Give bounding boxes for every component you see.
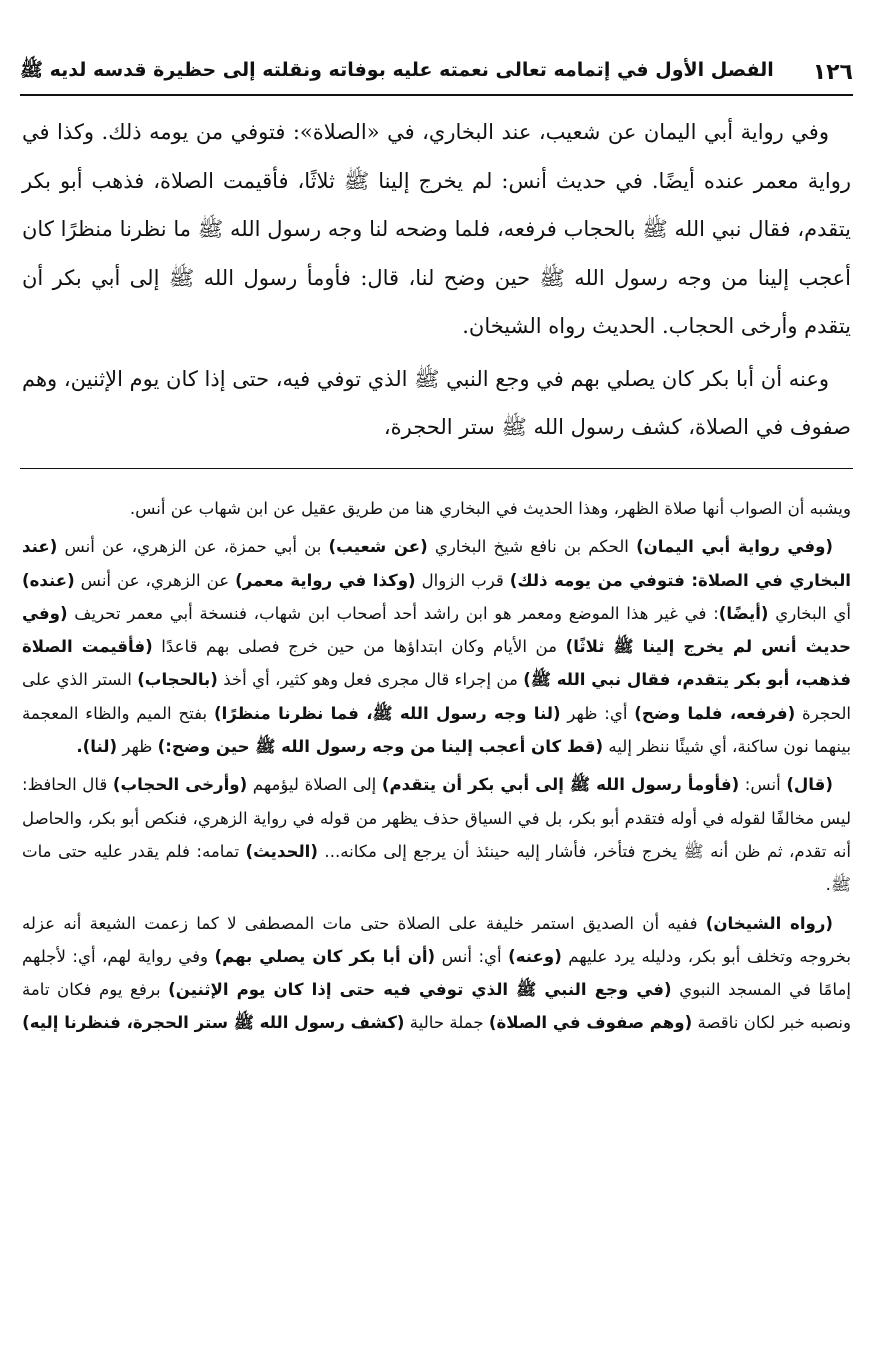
- footnote-separator: [20, 468, 853, 469]
- main-text: [22, 108, 851, 452]
- main-paragraph: وفي رواية أبي اليمان عن شعيب، عند البخاري، في «الصلاة»: فتوفي من يومه ذلك. وكذا في رواية معمر عنده أيضًا. في حديث أنس: لم يخرج إلينا ﷺ ثلاثًا، فأقيمت الصلاة، فذهب أبو بكر يتقدم، فقال نبي الله ﷺ بالحجاب فرفعه، فلما وضحه لنا وجه رسول الله ﷺ ما نظرنا منظرًا كان أعجب إلينا من وجه رسول الله ﷺ حين وضح لنا، قال: فأومأ رسول الله ﷺ إلى أبي بكر أن يتقدم وأرخى الحجاب. الحديث رواه الشيخان.: [22, 120, 851, 338]
- page-header: [20, 52, 853, 92]
- commentary-paragraph: (رواه الشيخان) ففيه أن الصديق استمر خليفة على الصلاة حتى مات المصطفى لا كما زعمت الشيعة أنه عزله بخروجه وتخلف أبو بكر، ودليله يرد عليهم (وعنه) أي: أنس (أن أبا بكر كان يصلي بهم) وفي رواية لهم، أي: لأجلهم إمامًا في المسجد النبوي (في وجع النبي ﷺ الذي توفي فيه حتى إذا كان يوم الإثنين) برفع يوم فكان تامة ونصبه خبر لكان ناقصة (وهم صفوف في الصلاة) جملة حالية (كشف رسول الله ﷺ ستر الحجرة، فنظرنا إليه): [22, 913, 851, 1033]
- running-title: الفصل الأول في إتمامه تعالى نعمته عليه بوفاته ونقلته إلى حظيرة قدسه لديه ﷺ: [20, 59, 774, 81]
- commentary-paragraph: (قال) أنس: (فأومأ رسول الله ﷺ إلى أبي بكر أن يتقدم) إلى الصلاة ليؤمهم (وأرخى الحجاب) قال الحافظ: ليس مخالفًا لقوله في أوله فتقدم أبو بكر، بل في السياق حذف يظهر من قوله في رواية الزهري، فنكص أبو بكر، والحاصل أنه تقدم، ثم ظن أنه ﷺ يخرج فتأخر، فأشار إليه حينئذ أن يرجع إلى مكانه... (الحديث) تمامه: فلم يقدر عليه حتى مات ﷺ.: [22, 775, 851, 895]
- commentary: [22, 492, 851, 1040]
- header-rule: [20, 94, 853, 96]
- main-paragraph: وعنه أن أبا بكر كان يصلي بهم في وجع النبي ﷺ الذي توفي فيه، حتى إذا كان يوم الإثنين، وهم صفوف في الصلاة، كشف رسول الله ﷺ ستر الحجرة،: [22, 366, 851, 439]
- commentary-paragraph: (وفي رواية أبي اليمان) الحكم بن نافع شيخ البخاري (عن شعيب) بن أبي حمزة، عن الزهري، عن أنس (عند البخاري في الصلاة: فتوفي من يومه ذلك) قرب الزوال (وكذا في رواية معمر) عن الزهري، عن أنس (عنده) أي البخاري (أيضًا): في غير هذا الموضع ومعمر هو ابن راشد أحد أصحاب ابن شهاب، فنسخة أبي معمر تحريف (وفي حديث أنس لم يخرج إلينا ﷺ ثلاثًا) من الأيام وكان ابتداؤها من حين خرج فصلى بهم قاعدًا (فأقيمت الصلاة فذهب، أبو بكر يتقدم، فقال نبي الله ﷺ) من إجراء قال مجرى فعل وهو كثير، أي أخذ (بالحجاب) الستر الذي على الحجرة (فرفعه، فلما وضح) أي: ظهر (لنا وجه رسول الله ﷺ، فما نظرنا منظرًا) بفتح الميم والظاء المعجمة بينهما نون ساكنة، أي شيئًا ننظر إليه (قط كان أعجب إلينا من وجه رسول الله ﷺ حين وضح:) ظهر (لنا).: [22, 537, 852, 757]
- page-number: ١٢٦: [812, 59, 853, 85]
- commentary-paragraph: ويشبه أن الصواب أنها صلاة الظهر، وهذا الحديث في البخاري هنا من طريق عقيل عن ابن شهاب عن أنس.: [129, 499, 851, 518]
